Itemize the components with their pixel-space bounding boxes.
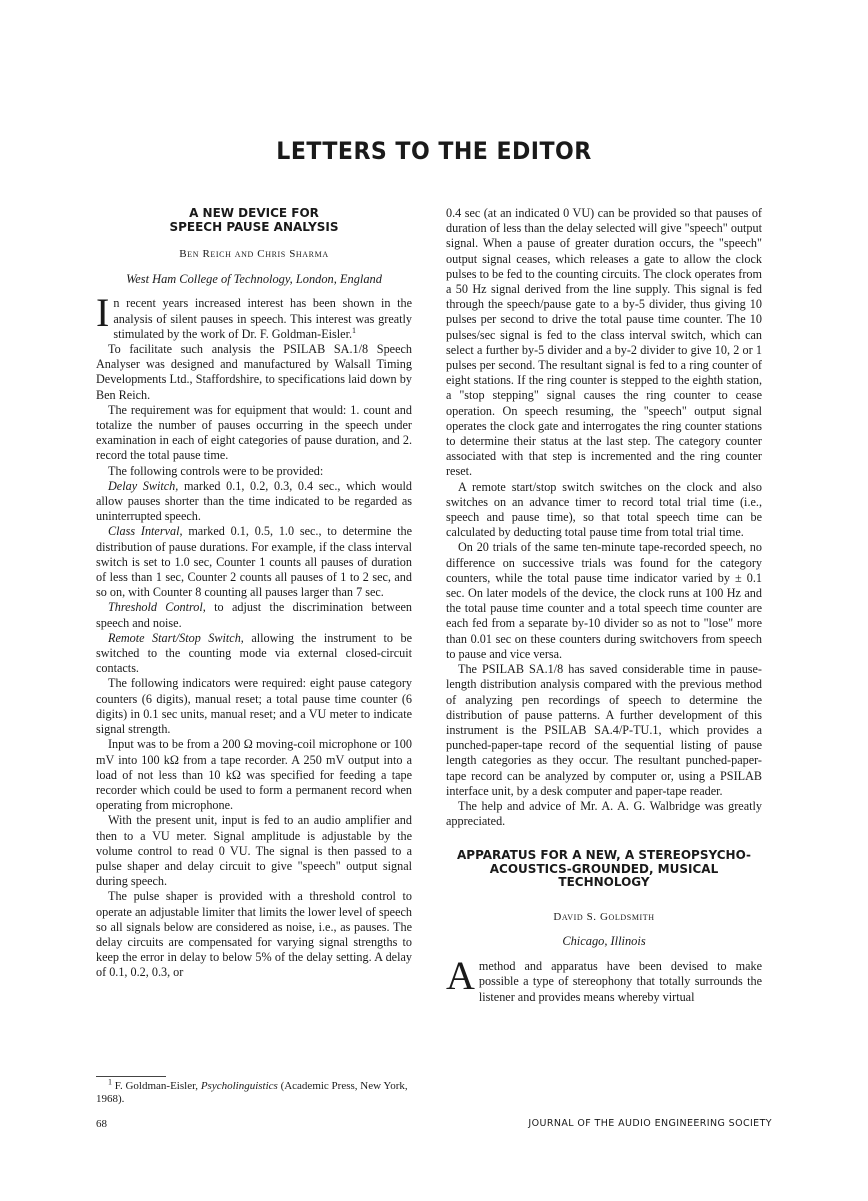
- article1-affiliation: West Ham College of Technology, London, England: [126, 272, 382, 287]
- paragraph-text: marked 0.1, 0.2, 0.3, 0.4 sec., which would allow pauses shorter than the time indicated to be regarded as uninterrupted speech.: [96, 478, 412, 524]
- paragraph: [96, 524, 412, 600]
- footnote-author: F. Goldman-Eisler,: [112, 1080, 201, 1092]
- paragraph: [446, 953, 762, 1005]
- right-column: [446, 206, 762, 1005]
- article1-title-line: A NEW DEVICE FOR: [189, 206, 319, 220]
- paragraph: [96, 600, 412, 630]
- paragraph: The following indicators were required: eight pause category counters (6 digits), manual reset; a total pause time counter (6 digits) in 0.1 sec units, manual reset; and a VU meter to indicate signal strength.: [96, 676, 412, 737]
- article1-authors: Ben Reich and Chris Sharma: [179, 248, 329, 260]
- article1-title: [96, 206, 412, 234]
- paragraph: The PSILAB SA.1/8 has saved considerable time in pause-length distribution analysis compared with the previous method of analyzing pen recordings of speech to determine the distribution of pause patterns. A further development of this instrument is the PSILAB SA.4/P-TU.1, which provides a punched-paper-tape record of the sequential listing of pause length categories as they occur. The resultant punched-paper-tape record can be analyzed by computer or, using a PSILAB interface unit, by a desk computer and paper-tape reader.: [446, 662, 762, 798]
- control-label: Class Interval,: [108, 524, 183, 539]
- paragraph: The following controls were to be provided:: [108, 463, 324, 478]
- article2-title-line: ACOUSTICS-GROUNDED, MUSICAL: [489, 861, 719, 876]
- article2-title-line: TECHNOLOGY: [558, 875, 650, 890]
- article2-author: David S. Goldsmith: [553, 910, 655, 923]
- paragraph-text: to adjust the discrimination between speech and noise.: [96, 600, 412, 630]
- article1-title-line: SPEECH PAUSE ANALYSIS: [169, 220, 339, 234]
- paragraph: [96, 290, 412, 342]
- journal-name: JOURNAL OF THE AUDIO ENGINEERING SOCIETY: [528, 1118, 772, 1129]
- article2: [446, 849, 762, 1005]
- article2-affiliation: Chicago, Illinois: [562, 934, 646, 949]
- paragraph: To facilitate such analysis the PSILAB SA.1/8 Speech Analyser was designed and manufactured by Walsall Timing Developments Ltd., Staffordshire, to specifications laid down by Ben Reich.: [96, 342, 412, 402]
- footnote-rest: (Academic Press, New York, 1968).: [96, 1080, 408, 1105]
- paragraph: With the present unit, input is fed to an audio amplifier and then to a VU meter. Signal amplitude is adjustable by the volume control to read 0 VU. The signal is then passed to a pulse shaper and delay circuit to give "speech" output signal during speech.: [96, 813, 412, 889]
- paragraph-text: method and apparatus have been devised to make possible a type of stereophony that totally surrounds the listener and provides means whereby virtual: [478, 959, 762, 1004]
- footnote-work: Psycholinguistics: [200, 1080, 278, 1092]
- paragraph: 0.4 sec (at an indicated 0 VU) can be provided so that pauses of duration of less than the delay selected will give "speech" output signal. When a pause of greater duration occurs, the "speech" output signal ceases, which releases a gate to allow the clock pulses to be fed to the counting circuits. The clock operates from a 50 Hz signal derived from the line supply. This signal is fed through the speech/pause gate to a by-5 divider, thus giving 10 pulses per second to drive the total pause time counter. The 10 pulses/sec signal is fed to the class interval switch, which can select a further by-5 divider and a by-2 divider to give 10, 2 or 1 pulses per second. The resultant signal is fed to a ring counter of eight stations. If the ring counter is stepped to the eighth station, a "stop stepping" signal causes the ring counter to cease operation. On speech resuming, the "speech" output signal operates the clock gate and interrogates the ring counter stations to determine their status at the last step. The category counter associated with that step is incremented and the ring counter reset.: [446, 206, 762, 479]
- page-title: LETTERS TO THE EDITOR: [276, 137, 592, 165]
- paragraph: [96, 631, 412, 677]
- paragraph-text: allowing the instrument to be switched to the counting mode via external closed-circuit contacts.: [96, 630, 412, 676]
- left-column: [96, 206, 412, 981]
- control-label: Delay Switch,: [108, 478, 179, 493]
- footnote-ref: 1: [352, 325, 357, 335]
- paragraph: Input was to be from a 200 Ω moving-coil microphone or 100 mV into 100 kΩ from a tape recorder. A 250 mV output into a load of not less than 10 kΩ was specified for feeding a tape recorder which could be used to form a permanent record when operating from microphone.: [96, 737, 412, 813]
- paragraph: The requirement was for equipment that would: 1. count and totalize the number of pauses occurring in the speech under examination in each of eight categories of pause duration, and 2. record the total pause time.: [96, 402, 412, 463]
- control-label: Threshold Control,: [108, 600, 206, 615]
- paragraph: The help and advice of Mr. A. A. G. Walbridge was greatly appreciated.: [446, 798, 762, 829]
- paragraph-text: n recent years increased interest has been shown in the analysis of silent pauses in speech. This interest was greatly stimulated by the work of Dr. F. Goldman-Eisler.: [113, 296, 412, 341]
- control-label: Remote Start/Stop Switch,: [108, 630, 244, 645]
- footnote-number: 1: [108, 1077, 112, 1087]
- footnote: [96, 1077, 412, 1106]
- drop-cap: I: [96, 290, 110, 336]
- paragraph: The pulse shaper is provided with a threshold control to operate an adjustable limiter that limits the lower level of speech so all signals below are considered as noise, i.e., as pauses. The delay circuits are compensated for varying signal strengths to keep the error in delay to below 5% of the delay setting. A delay of 0.1, 0.2, 0.3, or: [96, 889, 412, 980]
- paragraph-text: marked 0.1, 0.5, 1.0 sec., to determine the distribution of pause durations. For example, if the class interval switch is set to 1.0 sec, Counter 1 counts all pauses of duration of less than 1 sec, Counter 2 counts all pauses of 1 to 2 sec, and so on, with Counter 8 counting all pauses larger than 7 sec.: [96, 524, 412, 600]
- article2-title: [446, 849, 762, 890]
- paragraph: [96, 479, 412, 525]
- footnote-divider: [96, 1076, 166, 1077]
- page-number: 68: [96, 1118, 107, 1130]
- drop-cap: A: [446, 953, 475, 999]
- article2-title-line: APPARATUS FOR A NEW, A STEREOPSYCHO-: [456, 848, 751, 863]
- paragraph: A remote start/stop switch switches on the clock and also switches on an advance timer to record total trial time (i.e., speech and pause time), so that total speech time can be calculated by deducting total pause time from total trial time.: [446, 479, 762, 540]
- paragraph: On 20 trials of the same ten-minute tape-recorded speech, no difference on successive trials was found for the category counters, while the total pause time indicator varied by ± 0.1 sec. On later models of the device, the clock runs at 100 Hz and the total pause time counter and a total speech time counter are each fed from a separate by-10 divider so as not to "lose" more than 0.01 sec on these counters during switchovers from speech to pause and vice versa.: [446, 540, 762, 661]
